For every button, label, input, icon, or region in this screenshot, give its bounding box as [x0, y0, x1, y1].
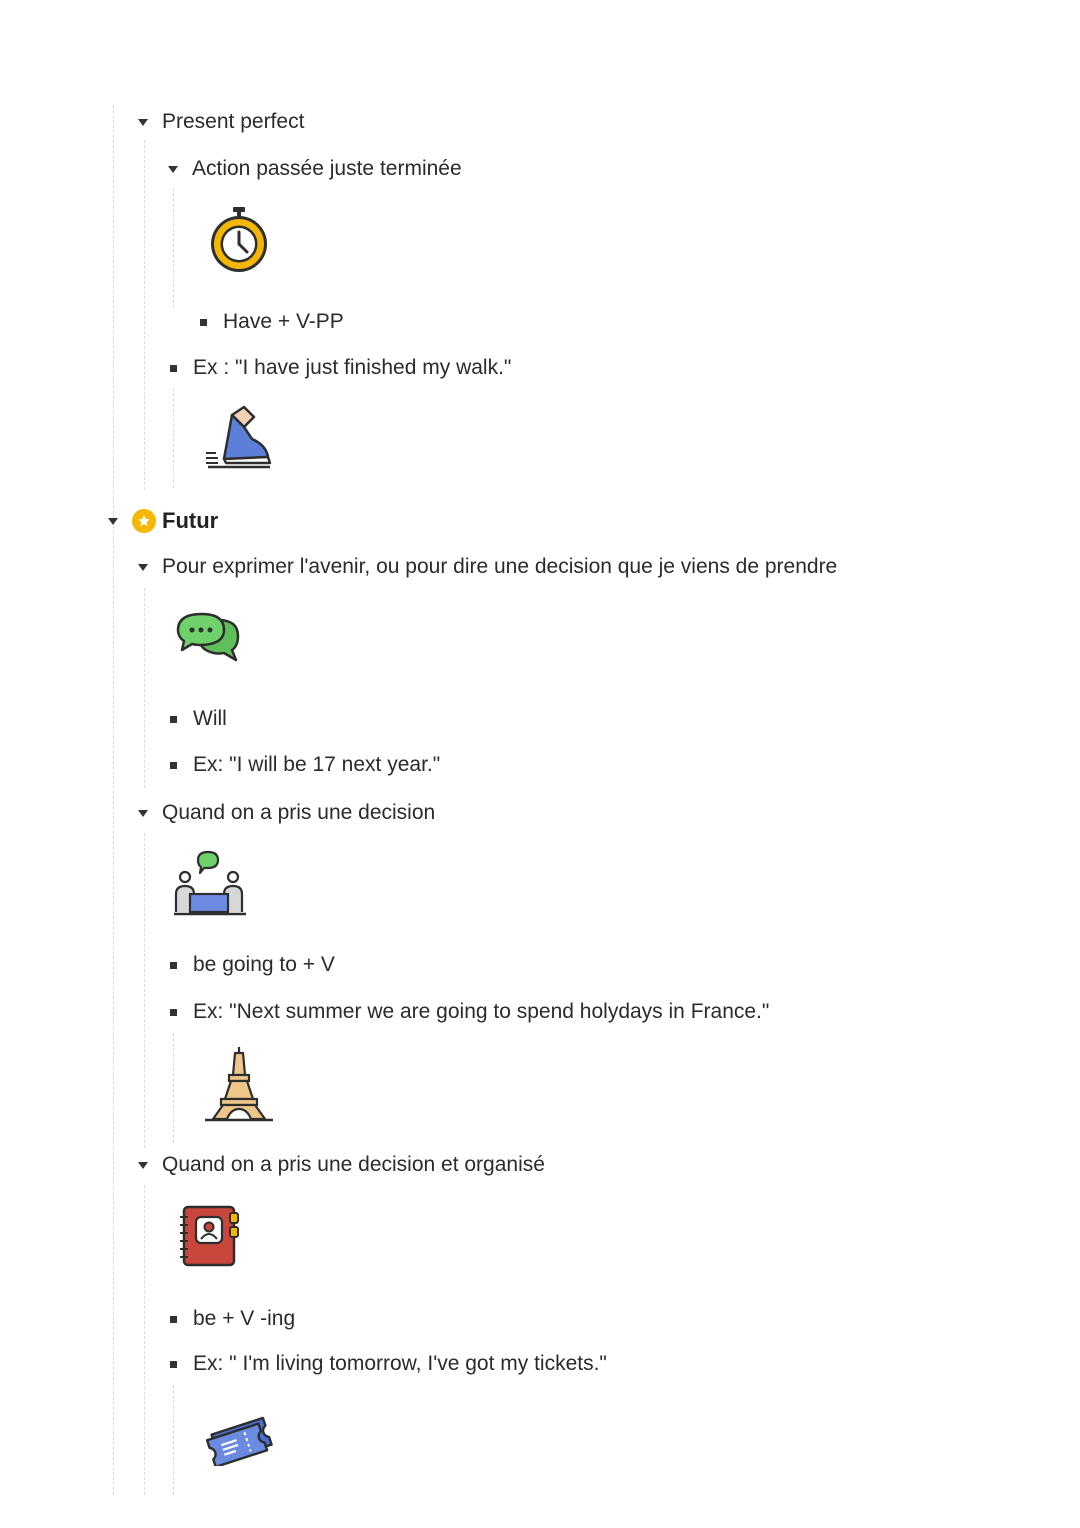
collapse-toggle-icon[interactable] [138, 564, 148, 571]
indent-guide [173, 188, 174, 308]
indent-guide [173, 1385, 174, 1495]
list-item-example [170, 749, 440, 781]
indent-guide [173, 1033, 174, 1143]
tickets-icon [202, 1408, 278, 1466]
list-item-formula [170, 949, 335, 981]
outline-label: Quand on a pris une decision et organisé [162, 1153, 545, 1176]
list-item-example [170, 996, 769, 1028]
collapse-toggle-icon[interactable] [108, 518, 118, 525]
collapse-toggle-icon[interactable] [138, 1162, 148, 1169]
outline-item-futur[interactable] [108, 505, 218, 537]
outline-item-action[interactable] [168, 153, 462, 185]
running-shoe-icon [204, 405, 276, 471]
outline-item-decision[interactable] [138, 797, 435, 829]
list-item-formula [170, 1303, 295, 1335]
example-text: Ex: "I will be 17 next year." [193, 753, 441, 776]
list-item-example [170, 352, 511, 384]
example-text: Ex: " I'm living tomorrow, I've got my tickets." [193, 1352, 607, 1375]
formula-text: Have + V-PP [223, 310, 344, 333]
bullet-icon [170, 1361, 177, 1368]
formula-text: be going to + V [193, 953, 335, 976]
indent-guide [144, 140, 145, 490]
bullet-icon [170, 762, 177, 769]
bullet-icon [170, 962, 177, 969]
outline-label: Pour exprimer l'avenir, ou pour dire une decision que je viens de prendre [162, 555, 838, 578]
outline-label: Action passée juste terminée [192, 157, 462, 180]
bullet-icon [170, 1009, 177, 1016]
formula-text: Will [193, 707, 227, 730]
indent-guide [113, 105, 114, 1495]
list-item-formula [170, 703, 227, 735]
indent-guide [173, 388, 174, 488]
example-text: Ex: "Next summer we are going to spend holydays in France." [193, 1000, 770, 1023]
collapse-toggle-icon[interactable] [138, 119, 148, 126]
bullet-icon [170, 365, 177, 372]
indent-guide [144, 588, 145, 788]
stopwatch-icon [206, 205, 272, 275]
star-icon [132, 509, 156, 533]
bullet-icon [170, 1316, 177, 1323]
outline-item-organise[interactable] [138, 1149, 545, 1181]
eiffel-tower-icon [203, 1045, 275, 1123]
outline-item-avenir[interactable] [138, 551, 837, 583]
section-heading: Futur [162, 508, 219, 533]
indent-guide [144, 1185, 145, 1495]
meeting-icon [172, 850, 248, 918]
outline-item-present-perfect[interactable] [138, 106, 304, 138]
collapse-toggle-icon[interactable] [138, 810, 148, 817]
indent-guide [144, 833, 145, 1148]
collapse-toggle-icon[interactable] [168, 166, 178, 173]
example-text: Ex : "I have just finished my walk." [193, 356, 512, 379]
list-item-formula [200, 306, 344, 338]
bullet-icon [200, 319, 207, 326]
bullet-icon [170, 716, 177, 723]
chat-bubbles-icon [174, 610, 244, 665]
outline-label: Present perfect [162, 110, 305, 133]
outline-label: Quand on a pris une decision [162, 801, 436, 824]
list-item-example [170, 1348, 607, 1380]
formula-text: be + V -ing [193, 1307, 296, 1330]
planner-icon [178, 1203, 242, 1269]
